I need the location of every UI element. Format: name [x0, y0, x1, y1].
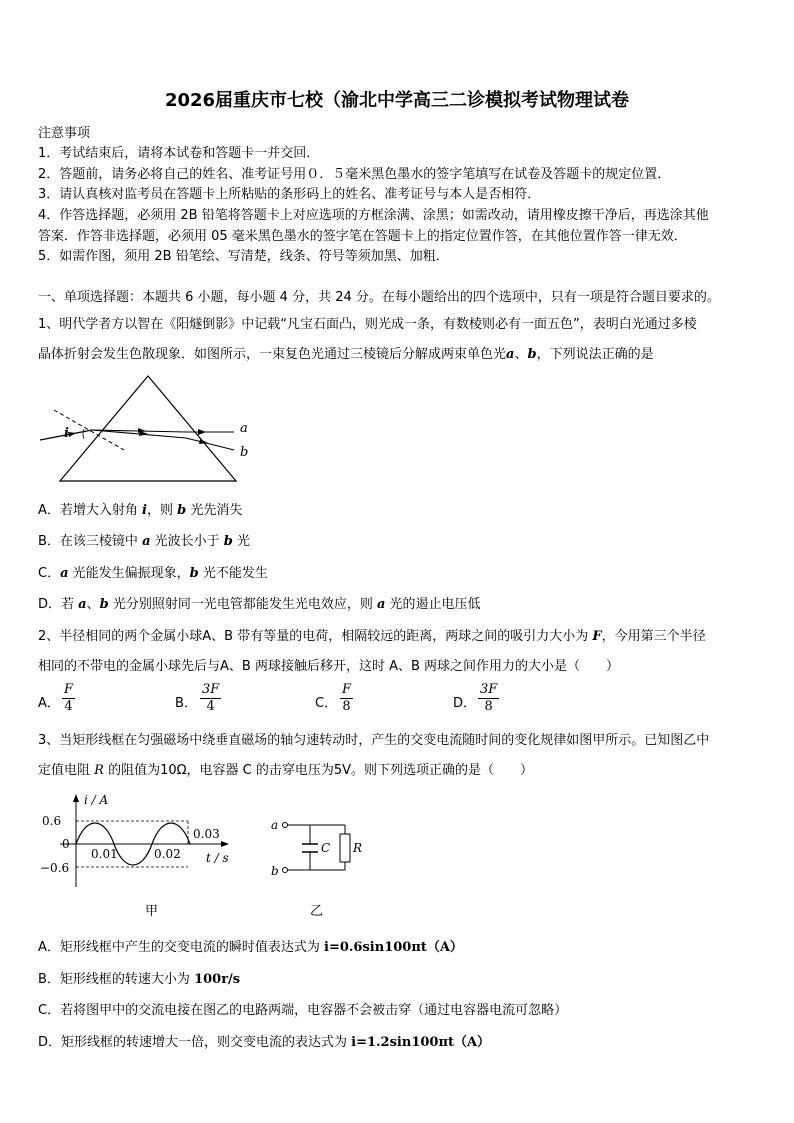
y-tick-label: 0.6	[42, 814, 62, 828]
circuit-diagram	[265, 812, 365, 878]
var-b: b	[527, 347, 537, 362]
q3-stem-line2: 定值电阻 R 的阻值为10Ω，电容器 C 的击穿电压为5V。则下列选项正确的是（ ）	[38, 763, 534, 778]
q3-option-d: D．矩形线框的转速增大一倍，则交变电流的表达式为 i=1.2sin100πt（A）	[38, 1035, 491, 1050]
notice-item: 答案．作答非选择题，必须用 05 毫米黑色墨水的签字笔在答题卡上的指定位置作答，在其他位置作答一律无效．	[38, 229, 687, 244]
angle-arc	[83, 429, 84, 439]
page-title: 2026届重庆市七校（渝北中学高三二诊模拟考试物理试卷	[164, 90, 630, 111]
section-heading: 一、单项选择题：本题共 6 小题，每小题 4 分，共 24 分。在每小题给出的四个选项中，只有一项是符合题目要求的。	[38, 290, 720, 305]
q2-option-label: D．	[453, 696, 477, 711]
arrow-icon	[198, 429, 206, 435]
notice-heading: 注意事项	[38, 126, 91, 141]
figure-label-jia: 甲	[145, 904, 159, 919]
q2-option-b-fraction: $\frac{3F}{4}$	[202, 682, 220, 714]
q2-option-label: B．	[175, 696, 197, 711]
arrow-icon	[73, 794, 79, 802]
prism-figure	[36, 370, 266, 485]
q1-option-c: C．a 光能发生偏振现象，b 光不能发生	[38, 566, 268, 581]
x-axis-label: t / s	[206, 851, 229, 865]
label-b: b	[240, 445, 249, 460]
q2-option-c-fraction: $\frac{F}{8}$	[342, 682, 352, 714]
figure-label-yi: 乙	[310, 904, 324, 919]
q3-option-a: A．矩形线框中产生的交变电流的瞬时值表达式为 i=0.6sin100πt（A）	[38, 940, 463, 955]
arrow-icon	[221, 841, 229, 847]
q3-option-b: B．矩形线框的转速大小为 100r/s	[38, 972, 241, 987]
q3-option-c: C．若将图甲中的交流电接在图乙的电路两端，电容器不会被击穿（通过电容器电流可忽略）	[38, 1003, 568, 1018]
notice-item: 1．考试结束后，请将本试卷和答题卡一并交回．	[38, 146, 320, 161]
label-i: i	[64, 426, 69, 441]
x-tick-label: 0.02	[154, 847, 181, 861]
terminal-b-dot	[283, 868, 288, 873]
y-axis-label: i / A	[84, 793, 109, 807]
q1-stem-line1: 1、明代学者方以智在《阳燧倒影》中记载“凡宝石面凸，则光成一条，有数棱则必有一面五色”，表明白光通过多棱	[38, 317, 697, 332]
terminal-a: a	[271, 818, 279, 832]
var-a: a	[506, 347, 515, 362]
q3-stem-line1: 3、当矩形线框在匀强磁场中绕垂直磁场的轴匀速转动时，产生的交变电流随时间的变化规律如图甲所示。已知图乙中	[38, 733, 710, 748]
q1-option-a: A．若增大入射角 i，则 b 光先消失	[38, 503, 243, 518]
q2-option-label: C．	[315, 696, 338, 711]
current-graph	[40, 792, 230, 892]
q1-stem-line2	[38, 343, 654, 362]
q2-stem-line1: 2、半径相同的两个金属小球A、B 带有等量的电荷，相隔较远的距离，两球之间的吸引力大小为 F，今用第三个半径	[38, 629, 706, 644]
label-a: a	[240, 421, 248, 436]
q2-option-label: A．	[38, 696, 60, 711]
notice-item: 3．请认真核对监考员在答题卡上所粘贴的条形码上的姓名、准考证号与本人是否相符．	[38, 187, 541, 202]
q2-option-a-fraction: $\frac{F}{4}$	[64, 682, 74, 714]
capacitor-label: C	[321, 841, 331, 855]
notice-item: 4．作答选择题，必须用 2B 铅笔将答题卡上对应选项的方框涂满、涂黑；如需改动，请用橡皮擦干净后，再选涂其他	[38, 208, 709, 223]
sep: 、	[514, 347, 528, 362]
x-tick-label: 0.01	[91, 847, 118, 861]
q1-option-d: D．若 a、b 光分别照射同一光电管都能发生光电效应，则 a 光的遏止电压低	[38, 597, 481, 612]
resistor	[340, 834, 350, 862]
terminal-b: b	[271, 864, 279, 878]
notice-item: 5．如需作图，须用 2B 铅笔绘、写清楚，线条、符号等须加黑、加粗．	[38, 249, 449, 264]
terminal-a-dot	[283, 823, 288, 828]
y-tick-label: 0	[62, 837, 70, 851]
notice-item: 2．答题前，请务必将自己的姓名、准考证号用０．５毫米黑色墨水的签字笔填写在试卷及答题卡的规定位置．	[38, 167, 671, 182]
x-tick-label: 0.03	[193, 827, 220, 841]
q2-stem-line2: 相同的不带电的金属小球先后与A、B 两球接触后移开，这时 A、B 两球之间作用力的大小是（ ）	[38, 659, 620, 674]
resistor-label: R	[353, 841, 363, 855]
y-tick-label: −0.6	[40, 861, 70, 875]
q2-option-d-fraction: $\frac{3F}{8}$	[480, 682, 498, 714]
q1-stem-tail: ，下列说法正确的是	[536, 347, 654, 362]
q1-stem-text: 晶体折射会发生色散现象．如图所示，一束复色光通过三棱镜后分解成两束单色光	[38, 347, 507, 362]
q1-option-b: B．在该三棱镜中 a 光波长小于 b 光	[38, 534, 250, 549]
arrow-icon	[139, 431, 148, 436]
ray-b-out	[186, 438, 234, 450]
